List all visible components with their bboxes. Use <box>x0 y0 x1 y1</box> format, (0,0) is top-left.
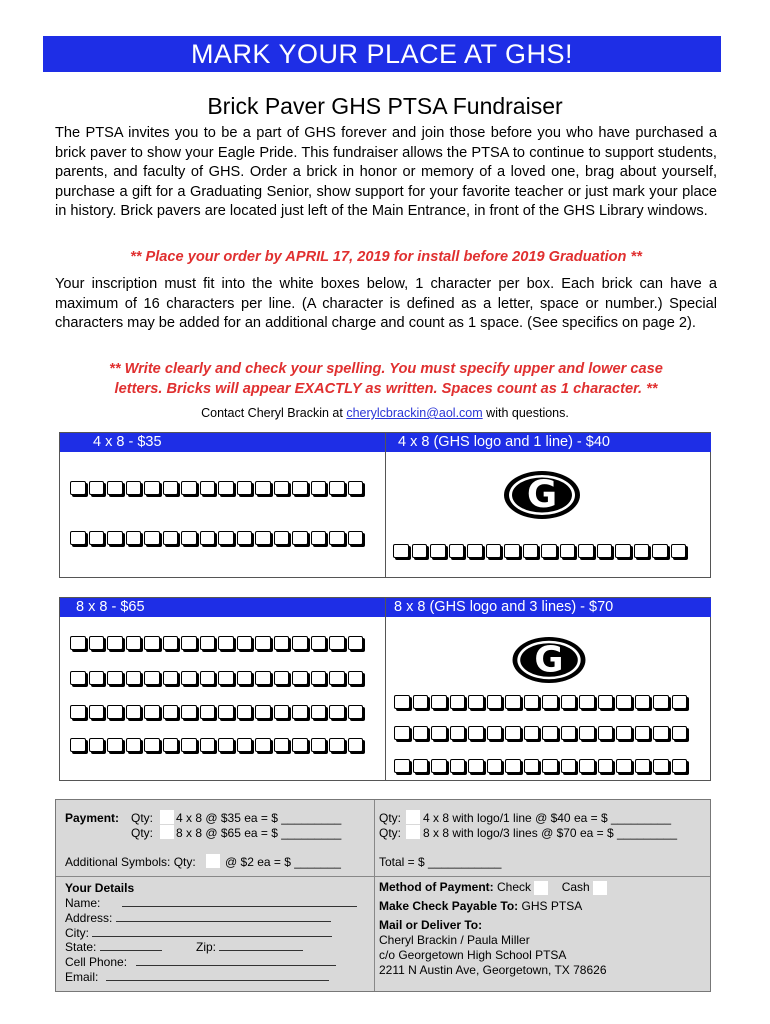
character-box[interactable] <box>89 705 105 719</box>
character-box[interactable] <box>412 544 428 558</box>
character-box[interactable] <box>542 759 558 773</box>
character-box[interactable] <box>348 636 364 650</box>
qty-8x8-logo-input[interactable] <box>406 825 420 839</box>
character-box[interactable] <box>348 671 364 685</box>
character-box[interactable] <box>255 636 271 650</box>
address-field[interactable] <box>116 911 331 922</box>
character-box[interactable] <box>431 726 447 740</box>
character-box[interactable] <box>413 695 429 709</box>
check-checkbox[interactable] <box>534 881 548 895</box>
line-8x8: 8 x 8 @ $65 ea = $ _________ <box>176 826 342 840</box>
character-box[interactable] <box>237 531 253 545</box>
character-box[interactable] <box>181 738 197 752</box>
character-box[interactable] <box>616 726 632 740</box>
state-label: State: <box>65 940 97 954</box>
character-box[interactable] <box>292 671 308 685</box>
zip-field[interactable] <box>219 940 303 951</box>
zip-label: Zip: <box>196 940 217 954</box>
character-box[interactable] <box>70 531 86 545</box>
character-box[interactable] <box>431 695 447 709</box>
character-box[interactable] <box>200 481 216 495</box>
character-box[interactable] <box>487 759 503 773</box>
character-box[interactable] <box>292 531 308 545</box>
character-box[interactable] <box>107 531 123 545</box>
character-box[interactable] <box>653 726 669 740</box>
character-box[interactable] <box>348 738 364 752</box>
contact-line <box>0 406 770 420</box>
character-box[interactable] <box>255 738 271 752</box>
payable-label: Make Check Payable To: <box>379 899 519 913</box>
logo-letter: G <box>534 639 564 681</box>
character-box[interactable] <box>89 671 105 685</box>
character-box[interactable] <box>144 705 160 719</box>
character-box[interactable] <box>671 544 687 558</box>
character-box[interactable] <box>430 544 446 558</box>
character-box[interactable] <box>652 544 668 558</box>
character-box[interactable] <box>274 531 290 545</box>
inscription-row[interactable] <box>70 481 363 495</box>
character-box[interactable] <box>672 695 688 709</box>
character-box[interactable] <box>218 738 234 752</box>
character-box[interactable] <box>107 481 123 495</box>
character-box[interactable] <box>450 759 466 773</box>
character-box[interactable] <box>107 671 123 685</box>
check-label: Check <box>497 880 532 894</box>
character-box[interactable] <box>431 759 447 773</box>
character-box[interactable] <box>413 726 429 740</box>
character-box[interactable] <box>486 544 502 558</box>
qty-4x8-logo-input[interactable] <box>406 810 420 824</box>
email-field[interactable] <box>106 970 329 981</box>
character-box[interactable] <box>292 705 308 719</box>
character-box[interactable] <box>348 531 364 545</box>
line-8x8-logo: 8 x 8 with logo/3 lines @ $70 ea = $ _________ <box>423 826 678 840</box>
character-box[interactable] <box>523 544 539 558</box>
character-box[interactable] <box>200 738 216 752</box>
warning-line-1: ** Write clearly and check your spelling. You must specify upper and lower case <box>109 361 663 377</box>
character-box[interactable] <box>468 726 484 740</box>
character-box[interactable] <box>450 695 466 709</box>
mail-address-3: 2211 N Austin Ave, Georgetown, TX 78626 <box>379 963 607 977</box>
character-box[interactable] <box>394 695 410 709</box>
character-box[interactable] <box>468 759 484 773</box>
additional-price: @ $2 ea = $ _______ <box>225 855 341 869</box>
character-box[interactable] <box>292 636 308 650</box>
character-box[interactable] <box>163 671 179 685</box>
character-box[interactable] <box>579 695 595 709</box>
payable-to: GHS PTSA <box>521 899 583 913</box>
character-box[interactable] <box>163 705 179 719</box>
line-4x8-logo: 4 x 8 with logo/1 line @ $40 ea = $ _________ <box>423 811 672 825</box>
name-label: Name: <box>65 896 101 910</box>
brick-8x8-logo-header: 8 x 8 (GHS logo and 3 lines) - $70 <box>386 598 711 617</box>
city-label: City: <box>65 926 89 940</box>
character-box[interactable] <box>311 671 327 685</box>
character-box[interactable] <box>505 759 521 773</box>
qty-label: Qty: <box>379 826 402 840</box>
character-box[interactable] <box>561 695 577 709</box>
character-box[interactable] <box>274 705 290 719</box>
character-box[interactable] <box>615 544 631 558</box>
character-box[interactable] <box>598 695 614 709</box>
character-box[interactable] <box>394 726 410 740</box>
inscription-row[interactable] <box>70 738 363 752</box>
additional-symbols-label: Additional Symbols: Qty: <box>65 855 196 869</box>
character-box[interactable] <box>237 636 253 650</box>
character-box[interactable] <box>311 531 327 545</box>
cash-label: Cash <box>561 880 590 894</box>
character-box[interactable] <box>329 481 345 495</box>
character-box[interactable] <box>218 671 234 685</box>
character-box[interactable] <box>329 738 345 752</box>
character-box[interactable] <box>292 738 308 752</box>
character-box[interactable] <box>292 481 308 495</box>
character-box[interactable] <box>89 636 105 650</box>
additional-qty-input[interactable] <box>206 854 220 868</box>
character-box[interactable] <box>218 481 234 495</box>
character-box[interactable] <box>89 531 105 545</box>
character-box[interactable] <box>348 705 364 719</box>
character-box[interactable] <box>89 738 105 752</box>
character-box[interactable] <box>274 738 290 752</box>
character-box[interactable] <box>237 481 253 495</box>
cell-field[interactable] <box>136 955 336 966</box>
character-box[interactable] <box>107 705 123 719</box>
character-box[interactable] <box>542 726 558 740</box>
instructions-paragraph: Your inscription must fit into the white boxes below, 1 character per box. Each brick can have a maximum of 16 characters per line. (A character is defined as a letter, space or number.) Special characters may be added for an additional charge and count as 1 space. (See specifics on page 2). <box>55 276 717 332</box>
character-box[interactable] <box>578 544 594 558</box>
character-box[interactable] <box>255 531 271 545</box>
character-box[interactable] <box>635 759 651 773</box>
character-box[interactable] <box>107 636 123 650</box>
character-box[interactable] <box>487 695 503 709</box>
character-box[interactable] <box>218 636 234 650</box>
ghs-logo-icon <box>503 470 581 520</box>
inscription-row[interactable] <box>394 759 687 773</box>
character-box[interactable] <box>126 738 142 752</box>
inscription-row[interactable] <box>393 544 686 558</box>
character-box[interactable] <box>70 738 86 752</box>
banner-title: MARK YOUR PLACE AT GHS! <box>43 36 721 72</box>
character-box[interactable] <box>579 759 595 773</box>
city-field[interactable] <box>92 926 332 937</box>
character-box[interactable] <box>126 705 142 719</box>
character-box[interactable] <box>393 544 409 558</box>
character-box[interactable] <box>181 705 197 719</box>
character-box[interactable] <box>70 671 86 685</box>
character-box[interactable] <box>200 636 216 650</box>
character-box[interactable] <box>163 531 179 545</box>
character-box[interactable] <box>505 695 521 709</box>
brick-8x8-header: 8 x 8 - $65 <box>60 598 385 617</box>
character-box[interactable] <box>218 531 234 545</box>
character-box[interactable] <box>504 544 520 558</box>
character-box[interactable] <box>561 726 577 740</box>
character-box[interactable] <box>311 705 327 719</box>
character-box[interactable] <box>255 671 271 685</box>
character-box[interactable] <box>653 695 669 709</box>
character-box[interactable] <box>107 738 123 752</box>
character-box[interactable] <box>579 726 595 740</box>
character-box[interactable] <box>542 695 558 709</box>
character-box[interactable] <box>274 671 290 685</box>
qty-label: Qty: <box>131 826 154 840</box>
character-box[interactable] <box>524 759 540 773</box>
character-box[interactable] <box>329 531 345 545</box>
qty-8x8-input[interactable] <box>160 825 174 839</box>
qty-label: Qty: <box>379 811 402 825</box>
contact-suffix: with questions. <box>482 406 569 420</box>
intro-paragraph: The PTSA invites you to be a part of GHS forever and join those before you who have purchased a brick paver to show your Eagle Pride. This fundraiser allows the PTSA to continue to support students, parents, and faculty of GHS. Order a brick in honor or memory of a loved one, brag about yourself, purchase a gift for a Graduating Senior, show support for your favorite teacher or just mark your place in history. Brick pavers are located just left of the Main Entrance, in front of the GHS Library windows. <box>55 125 717 220</box>
inscription-row[interactable] <box>70 705 363 719</box>
inscription-row[interactable] <box>70 671 363 685</box>
character-box[interactable] <box>200 705 216 719</box>
character-box[interactable] <box>144 636 160 650</box>
character-box[interactable] <box>560 544 576 558</box>
qty-label: Qty: <box>131 811 154 825</box>
character-box[interactable] <box>597 544 613 558</box>
character-box[interactable] <box>468 695 484 709</box>
character-box[interactable] <box>255 705 271 719</box>
character-box[interactable] <box>70 481 86 495</box>
character-box[interactable] <box>467 544 483 558</box>
state-field[interactable] <box>100 940 162 951</box>
character-box[interactable] <box>181 636 197 650</box>
inscription-row[interactable] <box>394 726 687 740</box>
character-box[interactable] <box>672 759 688 773</box>
warning-line-2: letters. Bricks will appear EXACTLY as written. Spaces count as 1 character. ** <box>114 381 658 397</box>
character-box[interactable] <box>126 671 142 685</box>
character-box[interactable] <box>561 759 577 773</box>
inscription-row[interactable] <box>70 531 363 545</box>
character-box[interactable] <box>653 759 669 773</box>
character-box[interactable] <box>634 544 650 558</box>
character-box[interactable] <box>89 481 105 495</box>
mail-address-1: Cheryl Brackin / Paula Miller <box>379 933 530 947</box>
character-box[interactable] <box>311 738 327 752</box>
character-box[interactable] <box>218 705 234 719</box>
character-box[interactable] <box>598 759 614 773</box>
character-box[interactable] <box>274 636 290 650</box>
character-box[interactable] <box>237 705 253 719</box>
inscription-row[interactable] <box>394 695 687 709</box>
character-box[interactable] <box>163 738 179 752</box>
cell-label: Cell Phone: <box>65 955 128 969</box>
character-box[interactable] <box>237 671 253 685</box>
character-box[interactable] <box>181 481 197 495</box>
deadline-notice: ** Place your order by APRIL 17, 2019 for install before 2019 Graduation ** <box>130 249 642 265</box>
character-box[interactable] <box>348 481 364 495</box>
character-box[interactable] <box>635 726 651 740</box>
character-box[interactable] <box>144 738 160 752</box>
character-box[interactable] <box>126 531 142 545</box>
page-subtitle: Brick Paver GHS PTSA Fundraiser <box>207 93 563 119</box>
character-box[interactable] <box>237 738 253 752</box>
character-box[interactable] <box>329 671 345 685</box>
character-box[interactable] <box>616 695 632 709</box>
character-box[interactable] <box>449 544 465 558</box>
qty-4x8-input[interactable] <box>160 810 174 824</box>
details-title: Your Details <box>65 881 135 895</box>
contact-email-link[interactable]: cherylcbrackin@aol.com <box>346 406 483 420</box>
character-box[interactable] <box>672 726 688 740</box>
character-box[interactable] <box>144 671 160 685</box>
character-box[interactable] <box>524 726 540 740</box>
method-label: Method of Payment: <box>379 880 494 894</box>
email-label: Email: <box>65 970 99 984</box>
character-box[interactable] <box>329 705 345 719</box>
character-box[interactable] <box>200 671 216 685</box>
character-box[interactable] <box>541 544 557 558</box>
character-box[interactable] <box>126 636 142 650</box>
character-box[interactable] <box>524 695 540 709</box>
cash-checkbox[interactable] <box>593 881 607 895</box>
character-box[interactable] <box>163 636 179 650</box>
character-box[interactable] <box>487 726 503 740</box>
character-box[interactable] <box>126 481 142 495</box>
character-box[interactable] <box>70 636 86 650</box>
character-box[interactable] <box>163 481 179 495</box>
character-box[interactable] <box>598 726 614 740</box>
character-box[interactable] <box>255 481 271 495</box>
order-form <box>55 799 711 992</box>
character-box[interactable] <box>450 726 466 740</box>
character-box[interactable] <box>144 481 160 495</box>
address-label: Address: <box>65 911 113 925</box>
character-box[interactable] <box>144 531 160 545</box>
brick-4x8-header: 4 x 8 - $35 <box>60 433 385 452</box>
character-box[interactable] <box>505 726 521 740</box>
brick-section-8x8 <box>59 597 711 781</box>
mail-label: Mail or Deliver To: <box>379 918 483 932</box>
character-box[interactable] <box>413 759 429 773</box>
character-box[interactable] <box>311 636 327 650</box>
character-box[interactable] <box>274 481 290 495</box>
inscription-row[interactable] <box>70 636 363 650</box>
brick-section-4x8 <box>59 432 711 578</box>
character-box[interactable] <box>70 705 86 719</box>
contact-prefix: Contact Cheryl Brackin at <box>201 406 347 420</box>
character-box[interactable] <box>616 759 632 773</box>
character-box[interactable] <box>200 531 216 545</box>
total-field[interactable]: Total = $ ___________ <box>379 855 502 869</box>
logo-letter: G <box>526 473 558 516</box>
line-4x8: 4 x 8 @ $35 ea = $ _________ <box>176 811 342 825</box>
character-box[interactable] <box>635 695 651 709</box>
character-box[interactable] <box>181 531 197 545</box>
character-box[interactable] <box>329 636 345 650</box>
character-box[interactable] <box>311 481 327 495</box>
brick-4x8-logo-header: 4 x 8 (GHS logo and 1 line) - $40 <box>386 433 711 452</box>
mail-address-2: c/o Georgetown High School PTSA <box>379 948 567 962</box>
name-field[interactable] <box>122 896 357 907</box>
character-box[interactable] <box>181 671 197 685</box>
character-box[interactable] <box>394 759 410 773</box>
payment-label: Payment: <box>65 811 120 825</box>
ghs-logo-icon <box>511 636 587 684</box>
